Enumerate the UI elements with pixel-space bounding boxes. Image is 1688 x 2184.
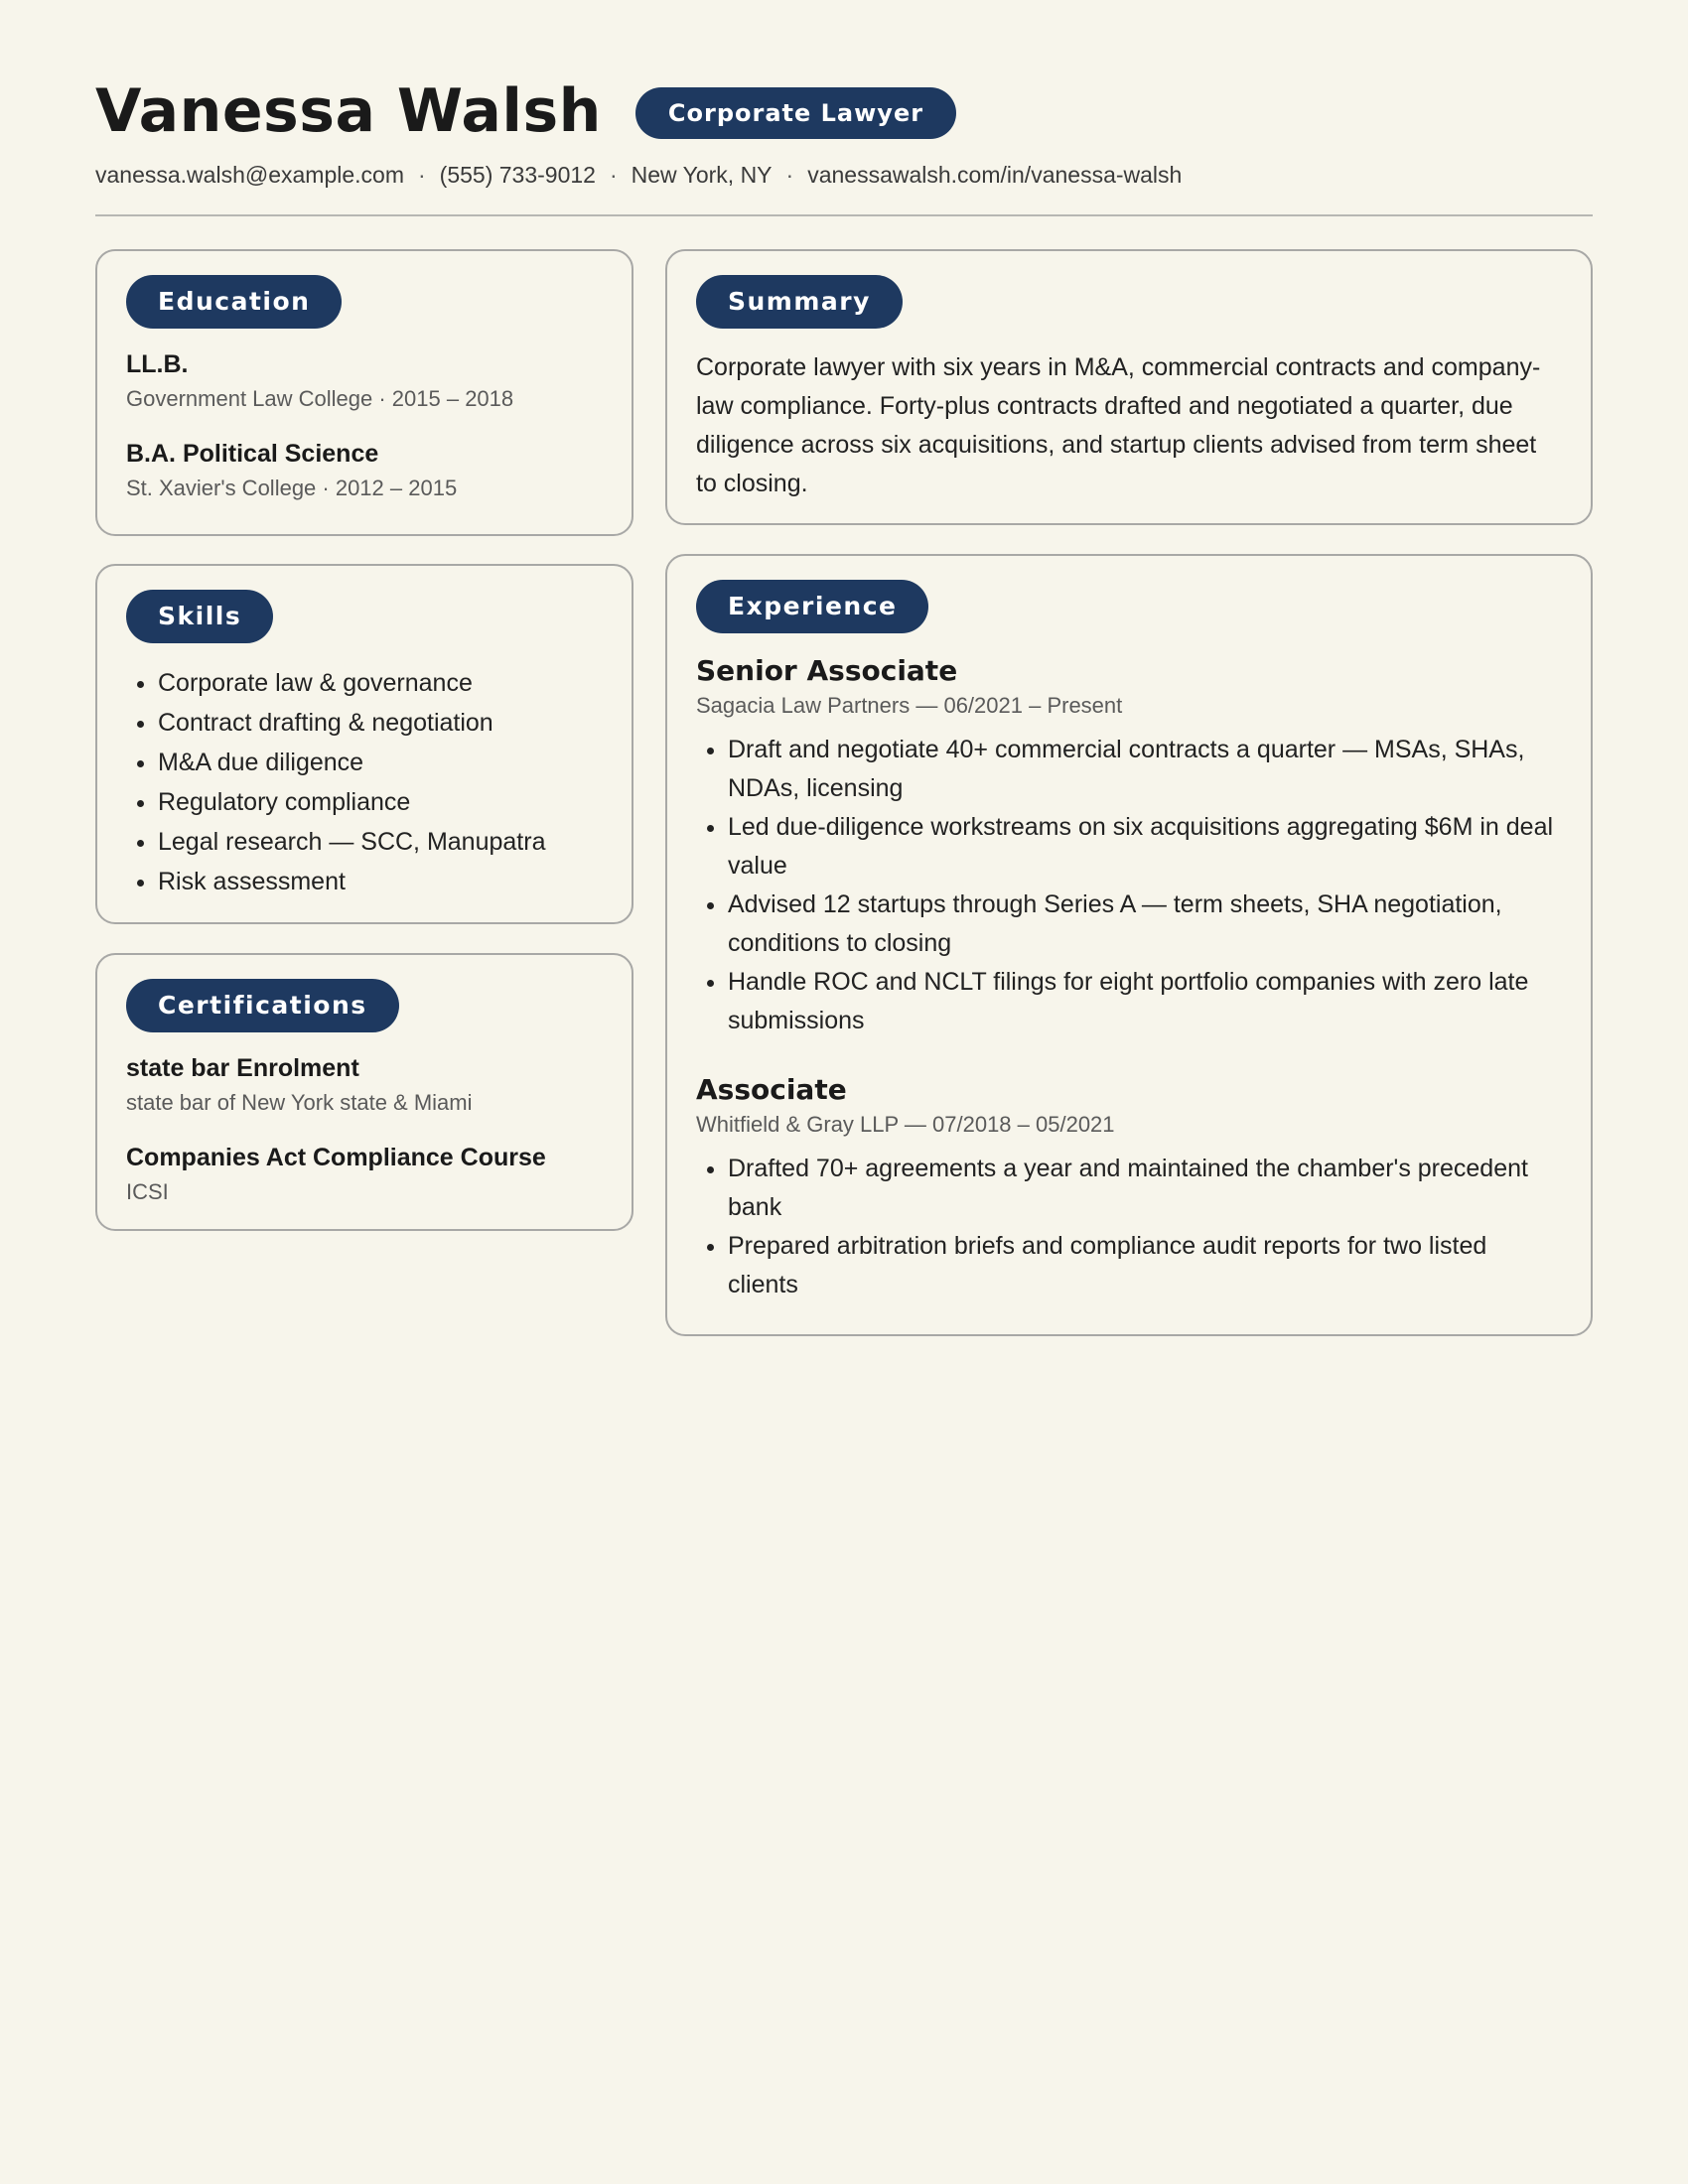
education-meta: Government Law College · 2015 – 2018 bbox=[126, 386, 514, 411]
certification-issuer: state bar of New York state & Miami bbox=[126, 1090, 473, 1115]
role-badge: Corporate Lawyer bbox=[635, 87, 956, 139]
job-title: Associate bbox=[696, 1073, 847, 1106]
education-item bbox=[126, 438, 603, 503]
education-heading: Education bbox=[126, 275, 342, 329]
job-bullet: • Draft and negotiate 40+ commercial contracts a quarter — MSAs, SHAs, NDAs, licensing bbox=[728, 731, 1562, 808]
certifications-card bbox=[95, 953, 633, 1231]
certification-name: Companies Act Compliance Course bbox=[126, 1144, 546, 1171]
skills-heading: Skills bbox=[126, 590, 273, 643]
contact-email[interactable]: vanessa.walsh@example.com bbox=[95, 161, 404, 188]
job-bullets bbox=[696, 1150, 1562, 1304]
skills-card bbox=[95, 564, 633, 924]
education-degree: B.A. Political Science bbox=[126, 440, 379, 468]
job-entry bbox=[696, 1072, 1562, 1304]
education-item bbox=[126, 348, 603, 414]
job-bullet: • Led due-diligence workstreams on six acquisitions aggregating $6M in deal value bbox=[728, 808, 1562, 886]
job-meta: Whitfield & Gray LLP — 07/2018 – 05/2021 bbox=[696, 1112, 1115, 1137]
job-bullet: • Prepared arbitration briefs and compliance audit reports for two listed clients bbox=[728, 1227, 1562, 1304]
skill-item: • Regulatory compliance bbox=[158, 782, 603, 822]
contact-separator: · bbox=[785, 161, 794, 188]
education-degree: LL.B. bbox=[126, 350, 189, 378]
contact-phone: (555) 733-9012 bbox=[439, 161, 596, 188]
contact-location: New York, NY bbox=[631, 161, 773, 188]
summary-heading: Summary bbox=[696, 275, 903, 329]
education-card bbox=[95, 249, 633, 536]
resume-page bbox=[95, 0, 1593, 1298]
skill-item: • Risk assessment bbox=[158, 862, 603, 901]
certification-item bbox=[126, 1052, 603, 1118]
header-divider bbox=[95, 214, 1593, 216]
certification-issuer: ICSI bbox=[126, 1179, 169, 1204]
summary-card bbox=[665, 249, 1593, 525]
job-bullets bbox=[696, 731, 1562, 1040]
job-bullet: • Advised 12 startups through Series A — term sheets, SHA negotiation, conditions to closing bbox=[728, 886, 1562, 963]
skill-item: • Legal research — SCC, Manupatra bbox=[158, 822, 603, 862]
certification-name: state bar Enrolment bbox=[126, 1054, 359, 1082]
job-bullet: • Handle ROC and NCLT filings for eight portfolio companies with zero late submissions bbox=[728, 963, 1562, 1040]
contact-website[interactable]: vanessawalsh.com/in/vanessa-walsh bbox=[807, 161, 1183, 188]
contact-line bbox=[95, 160, 1593, 190]
left-column bbox=[95, 249, 633, 1231]
contact-separator: · bbox=[417, 161, 426, 188]
skill-item: • Contract drafting & negotiation bbox=[158, 703, 603, 743]
skill-item: • Corporate law & governance bbox=[158, 663, 603, 703]
job-entry bbox=[696, 653, 1562, 1040]
candidate-name: Vanessa Walsh bbox=[95, 76, 602, 146]
summary-text: Corporate lawyer with six years in M&A, commercial contracts and company-law compliance. Forty-plus contracts drafted and negotiated a quarter, due diligence across six acquisitions, and startup clients advised from term sheet to closing. bbox=[696, 353, 1541, 497]
skill-item: • M&A due diligence bbox=[158, 743, 603, 782]
job-title: Senior Associate bbox=[696, 654, 958, 687]
contact-separator: · bbox=[609, 161, 618, 188]
certification-item bbox=[126, 1142, 603, 1207]
skills-list bbox=[126, 663, 603, 901]
job-bullet: • Drafted 70+ agreements a year and maintained the chamber's precedent bank bbox=[728, 1150, 1562, 1227]
experience-heading: Experience bbox=[696, 580, 928, 633]
job-meta: Sagacia Law Partners — 06/2021 – Present bbox=[696, 693, 1123, 718]
experience-card bbox=[665, 554, 1593, 1336]
education-meta: St. Xavier's College · 2012 – 2015 bbox=[126, 476, 458, 500]
resume-header bbox=[95, 73, 1593, 149]
right-column bbox=[665, 249, 1593, 1336]
certifications-heading: Certifications bbox=[126, 979, 399, 1032]
